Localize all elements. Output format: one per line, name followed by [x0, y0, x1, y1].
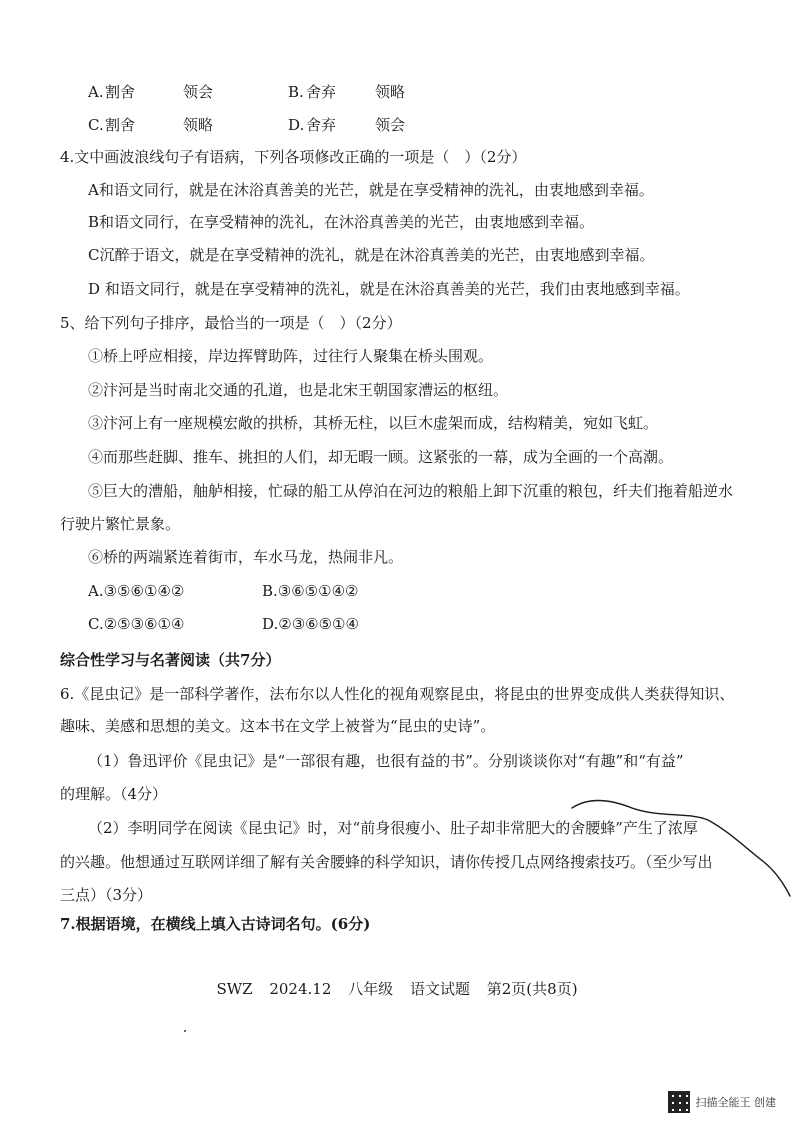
footer-page: 第2页(共8页) [486, 980, 578, 998]
q5-sentence-4: ④而那些赶脚、推车、挑担的人们，却无暇一顾。这紧张的一幕，成为全画的一个高潮。 [88, 448, 674, 466]
q3-option-c-word1: 割舍 [105, 116, 136, 134]
q5-sentence-5-cont: 行驶片繁忙景象。 [60, 515, 181, 533]
q5-option-b: B.③⑥⑤①④② [262, 582, 359, 600]
q4-option-c: C沉醉于语文，就是在享受精神的洗礼，就是在沐浴真善美的光芒，由衷地感到幸福。 [88, 246, 655, 264]
q6-part1-line1: （1）鲁迅评价《昆虫记》是“一部很有趣，也很有益的书”。分别谈谈你对“有趣”和“有益” [88, 752, 684, 770]
q4-option-a: A和语文同行，就是在沐浴真善美的光芒，就是在享受精神的洗礼，由衷地感到幸福。 [88, 181, 654, 199]
q5-sentence-2: ②汴河是当时南北交通的孔道，也是北宋王朝国家漕运的枢纽。 [88, 381, 509, 399]
page-footer [0, 979, 794, 999]
q5-stem: 5、给下列句子排序，最恰当的一项是（ ）（2分） [60, 314, 402, 332]
q4-option-d: D 和语文同行，就是在享受精神的洗礼，就是在沐浴真善美的光芒，我们由衷地感到幸福。 [88, 280, 690, 298]
qr-code-icon [668, 1091, 690, 1113]
q6-part1-line2: 的理解。（4分） [60, 785, 168, 803]
footer-subject: 语文试题 [409, 980, 470, 998]
scan-speck [184, 1030, 186, 1032]
footer-code: SWZ [216, 980, 253, 998]
q3-option-d-word1: 舍弃 [306, 116, 337, 134]
q3-option-d-label: D. [288, 116, 305, 134]
section-title: 综合性学习与名著阅读（共7分） [60, 651, 281, 669]
q6-part2-line2: 的兴趣。他想通过互联网详细了解有关舍腰蜂的科学知识，请你传授几点网络搜索技巧。（至少写出 [60, 853, 713, 871]
q3-option-a-word2: 领会 [183, 83, 214, 101]
q5-option-d: D.②③⑥⑤①④ [262, 615, 359, 633]
q6-part2-line3: 三点）（3分） [60, 886, 153, 904]
q3-option-c-label: C. [88, 116, 104, 134]
footer-date: 2024.12 [269, 980, 332, 998]
q3-option-b-word2: 领略 [375, 83, 406, 101]
watermark-text: 扫描全能王 创建 [695, 1096, 776, 1109]
q6-intro-line1: 6.《昆虫记》是一部科学著作，法布尔以人性化的视角观察昆虫，将昆虫的世界变成供人类获得知识、 [60, 685, 735, 703]
q3-option-d-word2: 领会 [375, 116, 406, 134]
q4-option-b: B和语文同行，在享受精神的洗礼，在沐浴真善美的光芒，由衷地感到幸福。 [88, 213, 595, 231]
q3-option-a-label: A. [88, 83, 104, 101]
q3-option-b-word1: 舍弃 [306, 83, 337, 101]
q5-option-c: C.②⑤③⑥①④ [88, 615, 185, 633]
q3-option-a-word1: 割舍 [105, 83, 136, 101]
q5-sentence-5: ⑤巨大的漕船，舳舻相接，忙碌的船工从停泊在河边的粮船上卸下沉重的粮包，纤夫们拖着船逆水 [88, 482, 734, 500]
q7-stem: 7.根据语境，在横线上填入古诗词名句。(6分) [60, 915, 371, 933]
q5-option-a: A.③⑤⑥①④② [88, 582, 185, 600]
q5-sentence-3: ③汴河上有一座规模宏敞的拱桥，其桥无柱，以巨木虚架而成，结构精美，宛如飞虹。 [88, 414, 659, 432]
q3-option-c-word2: 领略 [183, 116, 214, 134]
q6-intro-line2: 趣味、美感和思想的美文。这本书在文学上被誉为“昆虫的史诗”。 [60, 717, 496, 735]
q4-stem: 4.文中画波浪线句子有语病，下列各项修改正确的一项是（ ）（2分） [60, 148, 527, 166]
q5-sentence-1: ①桥上呼应相接，岸边挥臂助阵，过往行人聚集在桥头围观。 [88, 347, 494, 365]
q6-part2-line1: （2）李明同学在阅读《昆虫记》时，对“前身很瘦小、肚子却非常肥大的舍腰蜂”产生了浓厚 [88, 819, 698, 837]
q5-sentence-6: ⑥桥的两端紧连着街市，车水马龙，热闹非凡。 [88, 548, 404, 566]
scanner-watermark [668, 1091, 777, 1113]
q3-option-b-label: B. [288, 83, 304, 101]
footer-grade: 八年级 [348, 980, 394, 998]
